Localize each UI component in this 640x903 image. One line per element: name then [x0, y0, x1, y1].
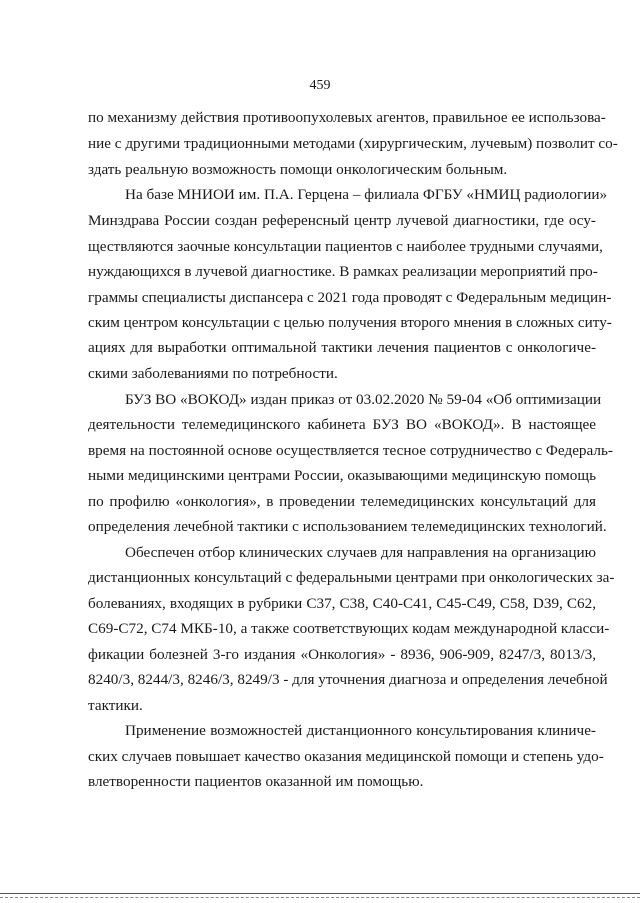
footer-divider [0, 893, 640, 894]
text-line: фикации болезней 3-го издания «Онкология» - 8936, 906-909, 8247/3, 8013/3, [88, 646, 596, 663]
text-line: здать реальную возможность помощи онкологическим больным. [88, 161, 508, 178]
text-line: нуждающихся в лучевой диагностике. В рамках реализации мероприятий про- [88, 263, 598, 280]
text-line: ществляются заочные консультации пациентов с наиболее трудными случаями, [88, 238, 603, 255]
text-line: ние с другими традиционными методами (хирургическим, лучевым) позволит со- [88, 135, 618, 152]
text-line: деятельности телемедицинского кабинета БУЗ ВО «ВОКОД». В настоящее [88, 416, 596, 433]
text-line: Минздрава России создан референсный центр лучевой диагностики, где осу- [88, 212, 596, 229]
text-line: по профилю «онкология», в проведении телемедицинских консультаций для [88, 493, 596, 510]
text-line: граммы специалисты диспансера с 2021 года проводят с Федеральным медицин- [88, 289, 612, 306]
text-line: БУЗ ВО «ВОКОД» издан приказ от 03.02.2020 № 59-04 «Об оптимизации [125, 391, 602, 408]
text-line: скими заболеваниями по потребности. [88, 365, 338, 382]
text-line: болеваниях, входящих в рубрики С37, С38, С40-С41, С45-С49, С58, D39, С62, [88, 595, 596, 612]
text-line: ными медицинскими центрами России, оказывающими медицинскую помощь [88, 467, 596, 484]
text-line: ских случаев повышает качество оказания медицинской помощи и степень удо- [88, 748, 604, 765]
text-line: тактики. [88, 697, 143, 714]
page-number: 459 [309, 78, 331, 93]
text-line: влетворенности пациентов оказанной им помощью. [88, 773, 424, 790]
text-line: С69-С72, С74 МКБ-10, а также соответствующих кодам международной класси- [88, 620, 610, 637]
text-line: ациях для выработки оптимальной тактики лечения пациентов с онкологиче- [88, 339, 596, 356]
text-line: ским центром консультации с целью получения второго мнения в сложных ситу- [88, 314, 612, 331]
text-line: определения лечебной тактики с использованием телемедицинских технологий. [88, 518, 607, 535]
text-line: время на постоянной основе осуществляется тесное сотрудничество с Федераль- [88, 442, 613, 459]
text-line: Обеспечен отбор клинических случаев для направления на организацию [125, 544, 596, 561]
text-line: На базе МНИОИ им. П.А. Герцена – филиала ФГБУ «НМИЦ радиологии» [125, 186, 608, 203]
text-line: дистанционных консультаций с федеральными центрами при онкологических за- [88, 569, 615, 586]
text-line: Применение возможностей дистанционного консультирования клиниче- [125, 722, 596, 739]
text-line: по механизму действия противоопухолевых агентов, правильное ее использова- [88, 109, 606, 126]
footer-divider-secondary [0, 897, 640, 898]
text-line: 8240/3, 8244/3, 8246/3, 8249/3 - для уточнения диагноза и определения лечебной [88, 671, 608, 688]
